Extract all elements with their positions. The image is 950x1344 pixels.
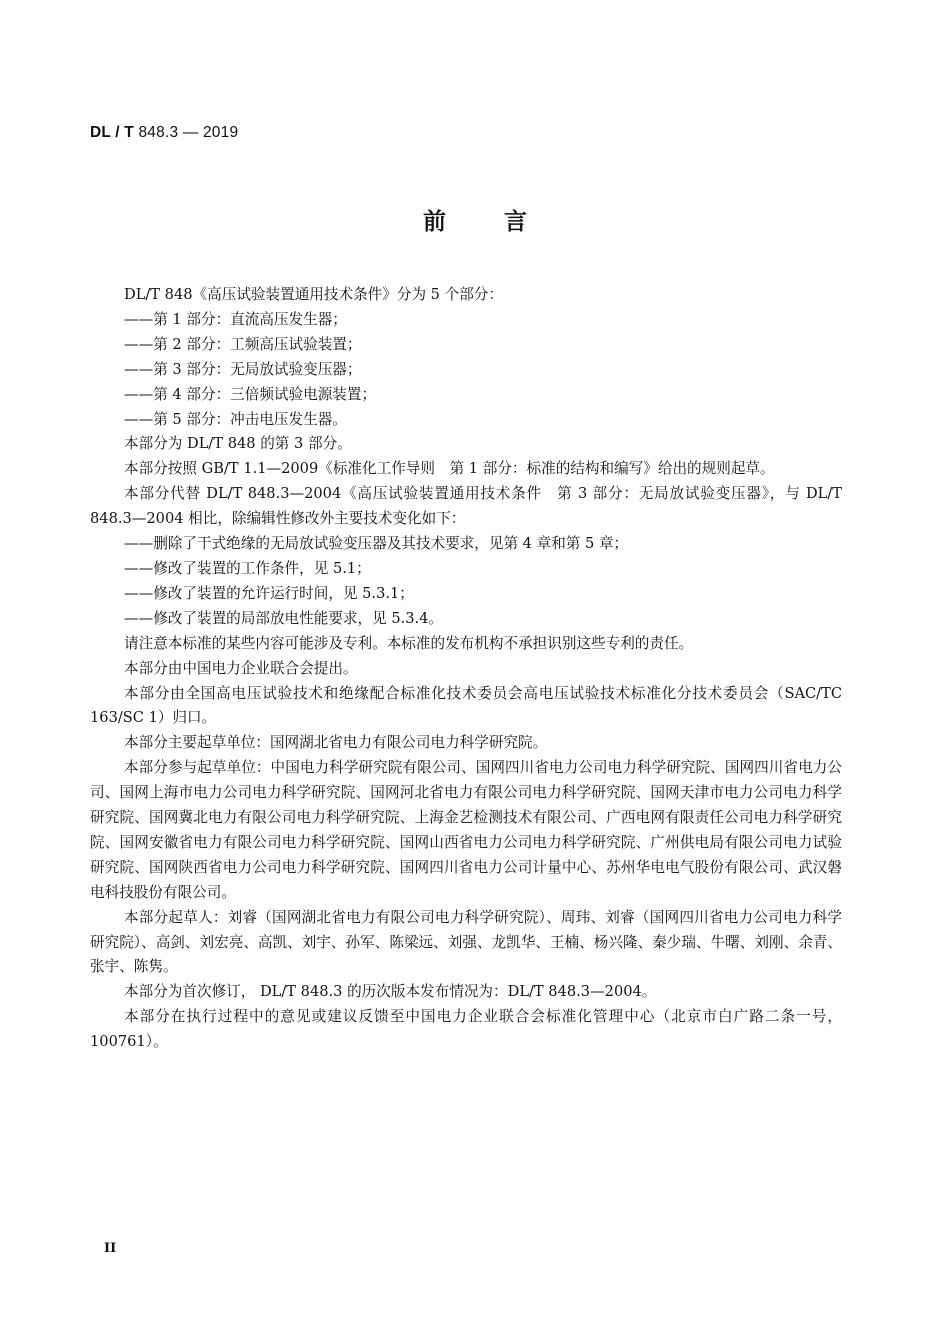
paragraph: 本部分主要起草单位：国网湖北省电力有限公司电力科学研究院。 <box>124 734 548 752</box>
page-title: 前言 <box>423 209 585 235</box>
paragraph: 本部分为 DL/T 848 的第 3 部分。 <box>124 435 352 453</box>
list-item: ——第 3 部分：无局放试验变压器； <box>124 360 362 378</box>
paragraph: 本部分按照 GB/T 1.1—2009《标准化工作导则 第 1 部分：标准的结构和编写》给出的规则起草。 <box>124 460 775 478</box>
paragraph: DL/T 848《高压试验装置通用技术条件》分为 5 个部分： <box>124 286 503 303</box>
list-item: ——修改了装置的工作条件，见 5.1； <box>124 559 371 577</box>
paragraph: 请注意本标准的某些内容可能涉及专利。本标准的发布机构不承担识别这些专利的责任。 <box>124 634 694 652</box>
standard-number: 848.3 — 2019 <box>133 124 239 141</box>
foreword-body <box>90 283 842 1055</box>
paragraph: 本部分参与起草单位：中国电力科学研究院有限公司、国网四川省电力公司电力科学研究院、国网四川省电力公司、国网上海市电力公司电力科学研究院、国网河北省电力有限公司电力科学研究院、国网天津市电力公司电力科学研究院、国网冀北电力有限公司电力科学研究院、上海金艺检测技术有限公司、广西电网有限责任公司电力科学研究院、国网安徽省电力有限公司电力科学研究院、国网山西省电力公司电力科学研究院、广州供电局有限公司电力试验研究院、国网陕西省电力公司电力科学研究院、国网四川省电力公司计量中心、苏州华电电气股份有限公司、武汉磐电科技股份有限公司。 <box>90 759 842 901</box>
bottom-edge <box>0 1330 950 1344</box>
list-item: ——第 5 部分：冲击电压发生器。 <box>124 410 347 428</box>
paragraph: 本部分在执行过程中的意见或建议反馈至中国电力企业联合会标准化管理中心（北京市白广路二条一号，100761）。 <box>90 1008 842 1051</box>
list-item: ——修改了装置的允许运行时间，见 5.3.1； <box>124 584 414 602</box>
standard-code <box>90 124 238 142</box>
paragraph: 本部分起草人：刘睿（国网湖北省电力有限公司电力科学研究院）、周玮、刘睿（国网四川省电力公司电力科学研究院）、高剑、刘宏亮、高凯、刘宇、孙军、陈梁远、刘强、龙凯华、王楠、杨兴隆、秦少瑞、牛曙、刘刚、余青、张宇、陈隽。 <box>90 908 842 976</box>
list-item: ——第 2 部分：工频高压试验装置； <box>124 335 362 353</box>
page-number: II <box>104 1241 117 1256</box>
list-item: ——第 4 部分：三倍频试验电源装置； <box>124 385 377 403</box>
paragraph: 本部分为首次修订， DL/T 848.3 的历次版本发布情况为：DL/T 848.3—2004。 <box>124 983 657 1001</box>
paragraph: 本部分由全国高电压试验技术和绝缘配合标准化技术委员会高电压试验技术标准化分技术委员会（SAC/TC 163/SC 1）归口。 <box>90 684 842 727</box>
standard-prefix: DL / T <box>90 124 134 141</box>
list-item: ——删除了干式绝缘的无局放试验变压器及其技术要求，见第 4 章和第 5 章； <box>124 535 629 553</box>
list-item: ——修改了装置的局部放电性能要求，见 5.3.4。 <box>124 609 444 627</box>
paragraph: 本部分由中国电力企业联合会提出。 <box>124 659 358 677</box>
paragraph: 本部分代替 DL/T 848.3—2004《高压试验装置通用技术条件 第 3 部分：无局放试验变压器》，与 DL/T 848.3—2004 相比，除编辑性修改外主要技术变化如下： <box>90 485 842 528</box>
list-item: ——第 1 部分：直流高压发生器； <box>124 310 347 328</box>
